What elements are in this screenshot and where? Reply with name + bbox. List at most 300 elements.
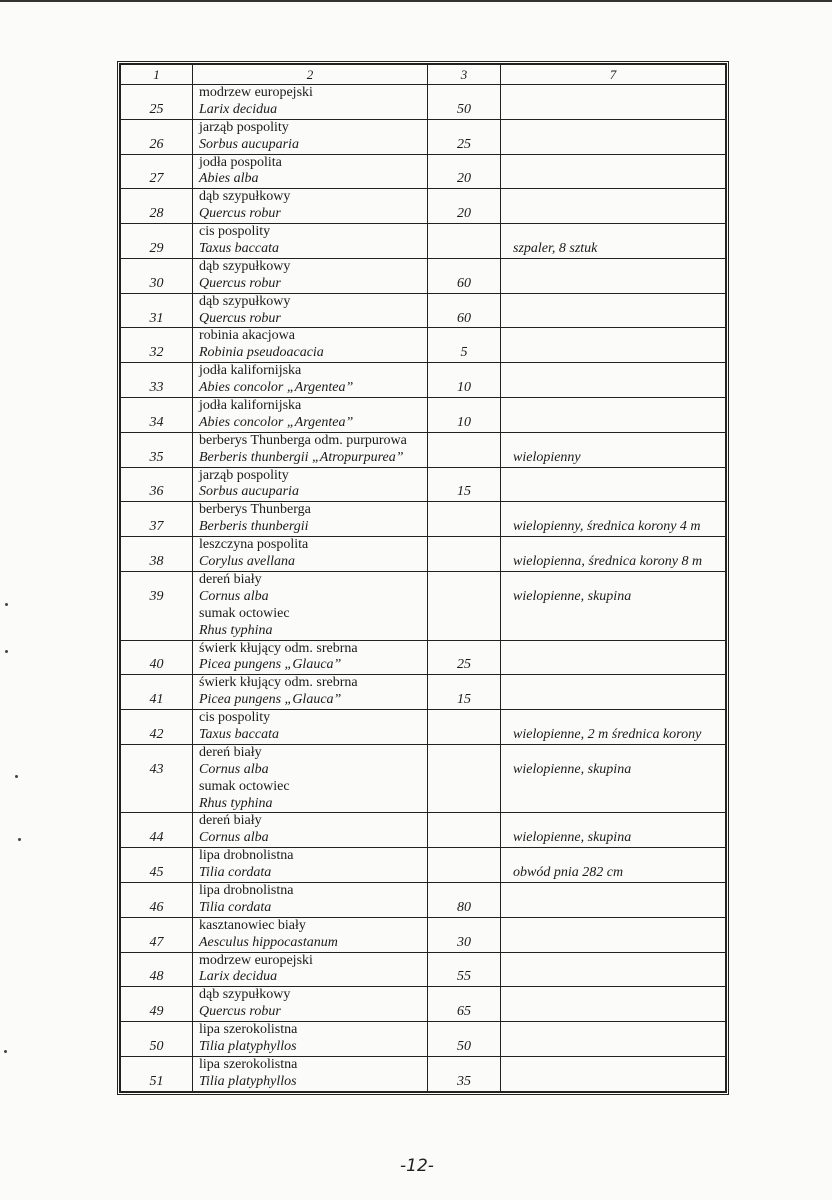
species-cell: [193, 987, 428, 1022]
spacer: [121, 987, 192, 1004]
latin-name: Taxus baccata: [199, 241, 279, 257]
value: [428, 830, 500, 847]
remarks-cell: [501, 293, 726, 328]
table-row: [121, 813, 726, 848]
table-row: [121, 987, 726, 1022]
row-number-cell: [121, 813, 193, 848]
table-row: [121, 119, 726, 154]
row-number: 44: [149, 830, 164, 846]
spacer: [121, 1022, 192, 1039]
spacer: [513, 120, 725, 137]
spacer: [121, 328, 192, 345]
common-name: lipa drobnolistna: [199, 848, 294, 864]
remark: [513, 900, 725, 917]
value: [428, 727, 500, 744]
scan-speck: [4, 1050, 7, 1053]
common-name: dąb szypułkowy: [199, 987, 291, 1003]
latin-name: Cornus alba: [199, 830, 269, 846]
remark: [513, 1004, 725, 1021]
row-number-cell: [121, 328, 193, 363]
row-number-cell: [121, 917, 193, 952]
spacer: [121, 537, 192, 554]
table-row: [121, 432, 726, 467]
remarks-cell: [501, 1022, 726, 1057]
remarks-cell: [501, 640, 726, 675]
value-cell: [428, 85, 501, 120]
row-number-cell: [121, 987, 193, 1022]
table-body: [121, 85, 726, 1092]
common-name: świerk kłujący odm. srebrna: [199, 675, 358, 691]
latin-name: Tilia cordata: [199, 899, 272, 915]
latin-name: Sorbus aucuparia: [199, 484, 299, 500]
row-number: 35: [149, 449, 164, 465]
row-number-cell: [121, 85, 193, 120]
spacer: [428, 189, 500, 206]
remark: wielopienne, 2 m średnica korony: [513, 726, 702, 742]
common-name: dereń biały: [199, 744, 262, 760]
table-row: [121, 224, 726, 259]
tree-inventory-table: [117, 61, 729, 1095]
common-name: cis pospolity: [199, 710, 271, 726]
value: [428, 519, 500, 536]
remark: wielopienna, średnica korony 8 m: [513, 554, 703, 570]
species-cell: [193, 293, 428, 328]
row-number: 42: [149, 726, 164, 742]
spacer: [428, 1057, 500, 1074]
row-number: 46: [149, 899, 164, 915]
species-cell: [193, 1056, 428, 1091]
common-name: robinia akacjowa: [199, 328, 296, 344]
scan-edge: [0, 0, 832, 2]
latin-name: Larix decidua: [199, 969, 278, 985]
common-name: dąb szypułkowy: [199, 189, 291, 205]
value-cell: [428, 502, 501, 537]
value: 10: [457, 380, 471, 396]
row-number: 38: [149, 554, 164, 570]
value: 60: [457, 310, 471, 326]
spacer: [428, 259, 500, 276]
latin-name: Abies concolor „Argentea”: [199, 380, 354, 396]
spacer: [513, 796, 725, 813]
species-cell: [193, 952, 428, 987]
row-number-cell: [121, 710, 193, 745]
spacer: [121, 294, 192, 311]
species-cell: [193, 813, 428, 848]
spacer: [513, 745, 725, 762]
remark: obwód pnia 282 cm: [513, 865, 624, 881]
spacer: [428, 328, 500, 345]
latin-name: Taxus baccata: [199, 726, 279, 742]
row-number-cell: [121, 154, 193, 189]
remarks-cell: [501, 224, 726, 259]
remark: [513, 969, 725, 986]
latin-name: Cornus alba: [199, 588, 269, 604]
remark: [513, 102, 725, 119]
remark: [513, 1039, 725, 1056]
table-row: [121, 1022, 726, 1057]
latin-name: Tilia platyphyllos: [199, 1073, 297, 1089]
spacer: [121, 468, 192, 485]
row-number: 30: [149, 275, 164, 291]
table-row: [121, 154, 726, 189]
common-name: berberys Thunberga: [199, 502, 311, 518]
common-name: cis pospolity: [199, 224, 271, 240]
remarks-cell: [501, 813, 726, 848]
latin-name: Larix decidua: [199, 101, 278, 117]
common-name: jodła pospolita: [199, 154, 282, 170]
spacer: [121, 745, 192, 762]
remark: [513, 484, 725, 501]
row-number: 26: [149, 136, 164, 152]
remark: wielopienne, skupina: [513, 830, 632, 846]
remark: [513, 935, 725, 952]
spacer: [513, 779, 725, 796]
row-number: 36: [149, 484, 164, 500]
spacer: [428, 675, 500, 692]
species-cell: [193, 675, 428, 710]
latin-name: Corylus avellana: [199, 554, 296, 570]
value: [428, 865, 500, 882]
spacer: [428, 537, 500, 554]
value-cell: [428, 1056, 501, 1091]
spacer: [428, 883, 500, 900]
remark: [513, 206, 725, 223]
species-cell: [193, 710, 428, 745]
value-cell: [428, 917, 501, 952]
remark: wielopienne, skupina: [513, 588, 632, 604]
spacer: [428, 572, 500, 589]
species-cell: [193, 848, 428, 883]
latin-name: Aesculus hippocastanum: [199, 934, 338, 950]
row-number-cell: [121, 432, 193, 467]
value-cell: [428, 987, 501, 1022]
species-cell: [193, 363, 428, 398]
row-number: 31: [149, 310, 164, 326]
remark: [513, 171, 725, 188]
species-cell: [193, 882, 428, 917]
table-row: [121, 952, 726, 987]
value-cell: [428, 952, 501, 987]
row-number-cell: [121, 848, 193, 883]
latin-name: Berberis thunbergii: [199, 519, 309, 535]
spacer: [428, 1022, 500, 1039]
value-cell: [428, 467, 501, 502]
row-number-cell: [121, 119, 193, 154]
remark: [513, 276, 725, 293]
spacer: [513, 675, 725, 692]
row-number-cell: [121, 537, 193, 572]
table-row: [121, 258, 726, 293]
remarks-cell: [501, 398, 726, 433]
spacer: [428, 779, 500, 796]
latin-name: Tilia platyphyllos: [199, 1038, 297, 1054]
remarks-cell: [501, 467, 726, 502]
value: [428, 589, 500, 606]
row-number: 34: [149, 414, 164, 430]
row-number: 28: [149, 206, 164, 222]
spacer: [121, 224, 192, 241]
value: 65: [457, 1004, 471, 1020]
spacer: [428, 918, 500, 935]
row-number-cell: [121, 363, 193, 398]
spacer: [513, 1022, 725, 1039]
spacer: [428, 745, 500, 762]
common-name: leszczyna pospolita: [199, 537, 309, 553]
remark: [513, 345, 725, 362]
row-number: 27: [149, 171, 164, 187]
species-cell: [193, 119, 428, 154]
latin-name: Quercus robur: [199, 1004, 281, 1020]
spacer: [428, 502, 500, 519]
value: [428, 450, 500, 467]
row-number-cell: [121, 189, 193, 224]
row-number: 45: [149, 865, 164, 881]
row-number-cell: [121, 640, 193, 675]
remarks-cell: [501, 848, 726, 883]
species-cell: [193, 537, 428, 572]
scan-speck: [15, 775, 18, 778]
common-name: dąb szypułkowy: [199, 258, 291, 274]
remarks-cell: [501, 154, 726, 189]
latin-name: Quercus robur: [199, 275, 281, 291]
row-number: 32: [149, 345, 164, 361]
row-number-cell: [121, 258, 193, 293]
row-number: 33: [149, 380, 164, 396]
spacer: [121, 572, 192, 589]
spacer: [121, 796, 192, 813]
spacer: [121, 398, 192, 415]
spacer: [513, 918, 725, 935]
spacer: [121, 641, 192, 658]
remarks-cell: [501, 1056, 726, 1091]
value-cell: [428, 189, 501, 224]
spacer: [121, 813, 192, 830]
spacer: [121, 120, 192, 137]
row-number: 41: [149, 692, 164, 708]
remarks-cell: [501, 952, 726, 987]
value: 10: [457, 414, 471, 430]
row-number: 29: [149, 241, 164, 257]
spacer: [428, 641, 500, 658]
value-cell: [428, 119, 501, 154]
spacer: [121, 918, 192, 935]
spacer: [513, 328, 725, 345]
value: 20: [457, 171, 471, 187]
latin-name: Cornus alba: [199, 761, 269, 777]
spacer: [121, 85, 192, 102]
latin-name: Quercus robur: [199, 206, 281, 222]
value: 25: [457, 136, 471, 152]
spacer: [428, 294, 500, 311]
spacer: [513, 606, 725, 623]
remark: [513, 137, 725, 154]
species-cell: [193, 640, 428, 675]
spacer: [121, 433, 192, 450]
table-row: [121, 848, 726, 883]
spacer: [428, 606, 500, 623]
header-col-3: 3: [428, 65, 501, 85]
spacer: [513, 433, 725, 450]
spacer: [513, 537, 725, 554]
remark: [513, 380, 725, 397]
latin-name: Quercus robur: [199, 310, 281, 326]
remark: [513, 1074, 725, 1091]
row-number-cell: [121, 882, 193, 917]
page-number: -12-: [400, 1156, 434, 1176]
table-row: [121, 640, 726, 675]
remarks-cell: [501, 537, 726, 572]
spacer: [121, 189, 192, 206]
spacer: [513, 883, 725, 900]
spacer: [513, 259, 725, 276]
value: 15: [457, 484, 471, 500]
spacer: [513, 294, 725, 311]
row-number: 39: [149, 588, 164, 604]
value-cell: [428, 363, 501, 398]
common-name: świerk kłujący odm. srebrna: [199, 640, 358, 656]
common-name: dereń biały: [199, 813, 262, 829]
common-name: lipa szerokolistna: [199, 1056, 298, 1072]
species-cell: [193, 502, 428, 537]
latin-name: Picea pungens „Glauca”: [199, 692, 342, 708]
header-col-2: 2: [193, 65, 428, 85]
spacer: [513, 572, 725, 589]
spacer: [513, 155, 725, 172]
latin-name: Abies alba: [199, 171, 259, 187]
common-name: jarząb pospolity: [199, 467, 289, 483]
spacer: [428, 813, 500, 830]
remark: wielopienny, średnica korony 4 m: [513, 519, 701, 535]
remarks-cell: [501, 744, 726, 813]
spacer: [121, 779, 192, 796]
value-cell: [428, 293, 501, 328]
value-cell: [428, 848, 501, 883]
value-cell: [428, 328, 501, 363]
latin-name: Robinia pseudoacacia: [199, 345, 324, 361]
row-number-cell: [121, 675, 193, 710]
common-name: modrzew europejski: [199, 85, 313, 100]
common-name: jarząb pospolity: [199, 119, 289, 135]
spacer: [121, 155, 192, 172]
remark: [513, 415, 725, 432]
spacer: [428, 623, 500, 640]
spacer: [428, 85, 500, 102]
table-row: [121, 363, 726, 398]
species-cell: [193, 258, 428, 293]
row-number-cell: [121, 224, 193, 259]
latin-name: Rhus typhina: [199, 622, 273, 638]
value-cell: [428, 640, 501, 675]
spacer: [121, 363, 192, 380]
table-row: [121, 189, 726, 224]
common-name: sumak octowiec: [199, 778, 290, 794]
latin-name: Berberis thunbergii „Atropurpurea”: [199, 449, 404, 465]
spacer: [428, 224, 500, 241]
remarks-cell: [501, 710, 726, 745]
value: 55: [457, 969, 471, 985]
common-name: jodła kalifornijska: [199, 398, 302, 414]
remark: [513, 657, 725, 674]
spacer: [513, 363, 725, 380]
spacer: [513, 710, 725, 727]
value: 5: [460, 345, 468, 361]
row-number: 48: [149, 969, 164, 985]
row-number: 49: [149, 1004, 164, 1020]
remarks-cell: [501, 675, 726, 710]
remark: szpaler, 8 sztuk: [513, 241, 598, 257]
species-cell: [193, 85, 428, 120]
table-row: [121, 1056, 726, 1091]
latin-name: Rhus typhina: [199, 795, 273, 811]
row-number: 40: [149, 657, 164, 673]
table-row: [121, 502, 726, 537]
value-cell: [428, 710, 501, 745]
table-row: [121, 882, 726, 917]
species-cell: [193, 917, 428, 952]
spacer: [121, 623, 192, 640]
spacer: [428, 433, 500, 450]
row-number: 37: [149, 519, 164, 535]
spacer: [513, 224, 725, 241]
remarks-cell: [501, 85, 726, 120]
latin-name: Picea pungens „Glauca”: [199, 657, 342, 673]
table-row: [121, 293, 726, 328]
spacer: [513, 189, 725, 206]
value: 50: [457, 101, 471, 117]
header-col-7: 7: [501, 65, 726, 85]
row-number-cell: [121, 502, 193, 537]
row-number-cell: [121, 571, 193, 640]
row-number-cell: [121, 1056, 193, 1091]
value-cell: [428, 675, 501, 710]
latin-name: Tilia cordata: [199, 865, 272, 881]
spacer: [121, 502, 192, 519]
common-name: dereń biały: [199, 571, 262, 587]
value: 20: [457, 206, 471, 222]
row-number-cell: [121, 293, 193, 328]
table-row: [121, 744, 726, 813]
spacer: [513, 85, 725, 102]
spacer: [428, 363, 500, 380]
table-row: [121, 537, 726, 572]
row-number: 43: [149, 761, 164, 777]
spacer: [513, 987, 725, 1004]
common-name: lipa drobnolistna: [199, 882, 294, 898]
value: [428, 554, 500, 571]
remarks-cell: [501, 571, 726, 640]
spacer: [121, 675, 192, 692]
spacer: [513, 953, 725, 970]
spacer: [513, 502, 725, 519]
row-number: 50: [149, 1038, 164, 1054]
row-number: 47: [149, 934, 164, 950]
spacer: [513, 848, 725, 865]
spacer: [121, 953, 192, 970]
spacer: [121, 1057, 192, 1074]
value-cell: [428, 882, 501, 917]
value-cell: [428, 537, 501, 572]
species-cell: [193, 328, 428, 363]
remark: wielopienne, skupina: [513, 761, 632, 777]
spacer: [428, 710, 500, 727]
value: 25: [457, 657, 471, 673]
table-row: [121, 328, 726, 363]
table-row: [121, 675, 726, 710]
scan-speck: [5, 603, 8, 606]
table-row: [121, 917, 726, 952]
row-number-cell: [121, 467, 193, 502]
remark: [513, 692, 725, 709]
